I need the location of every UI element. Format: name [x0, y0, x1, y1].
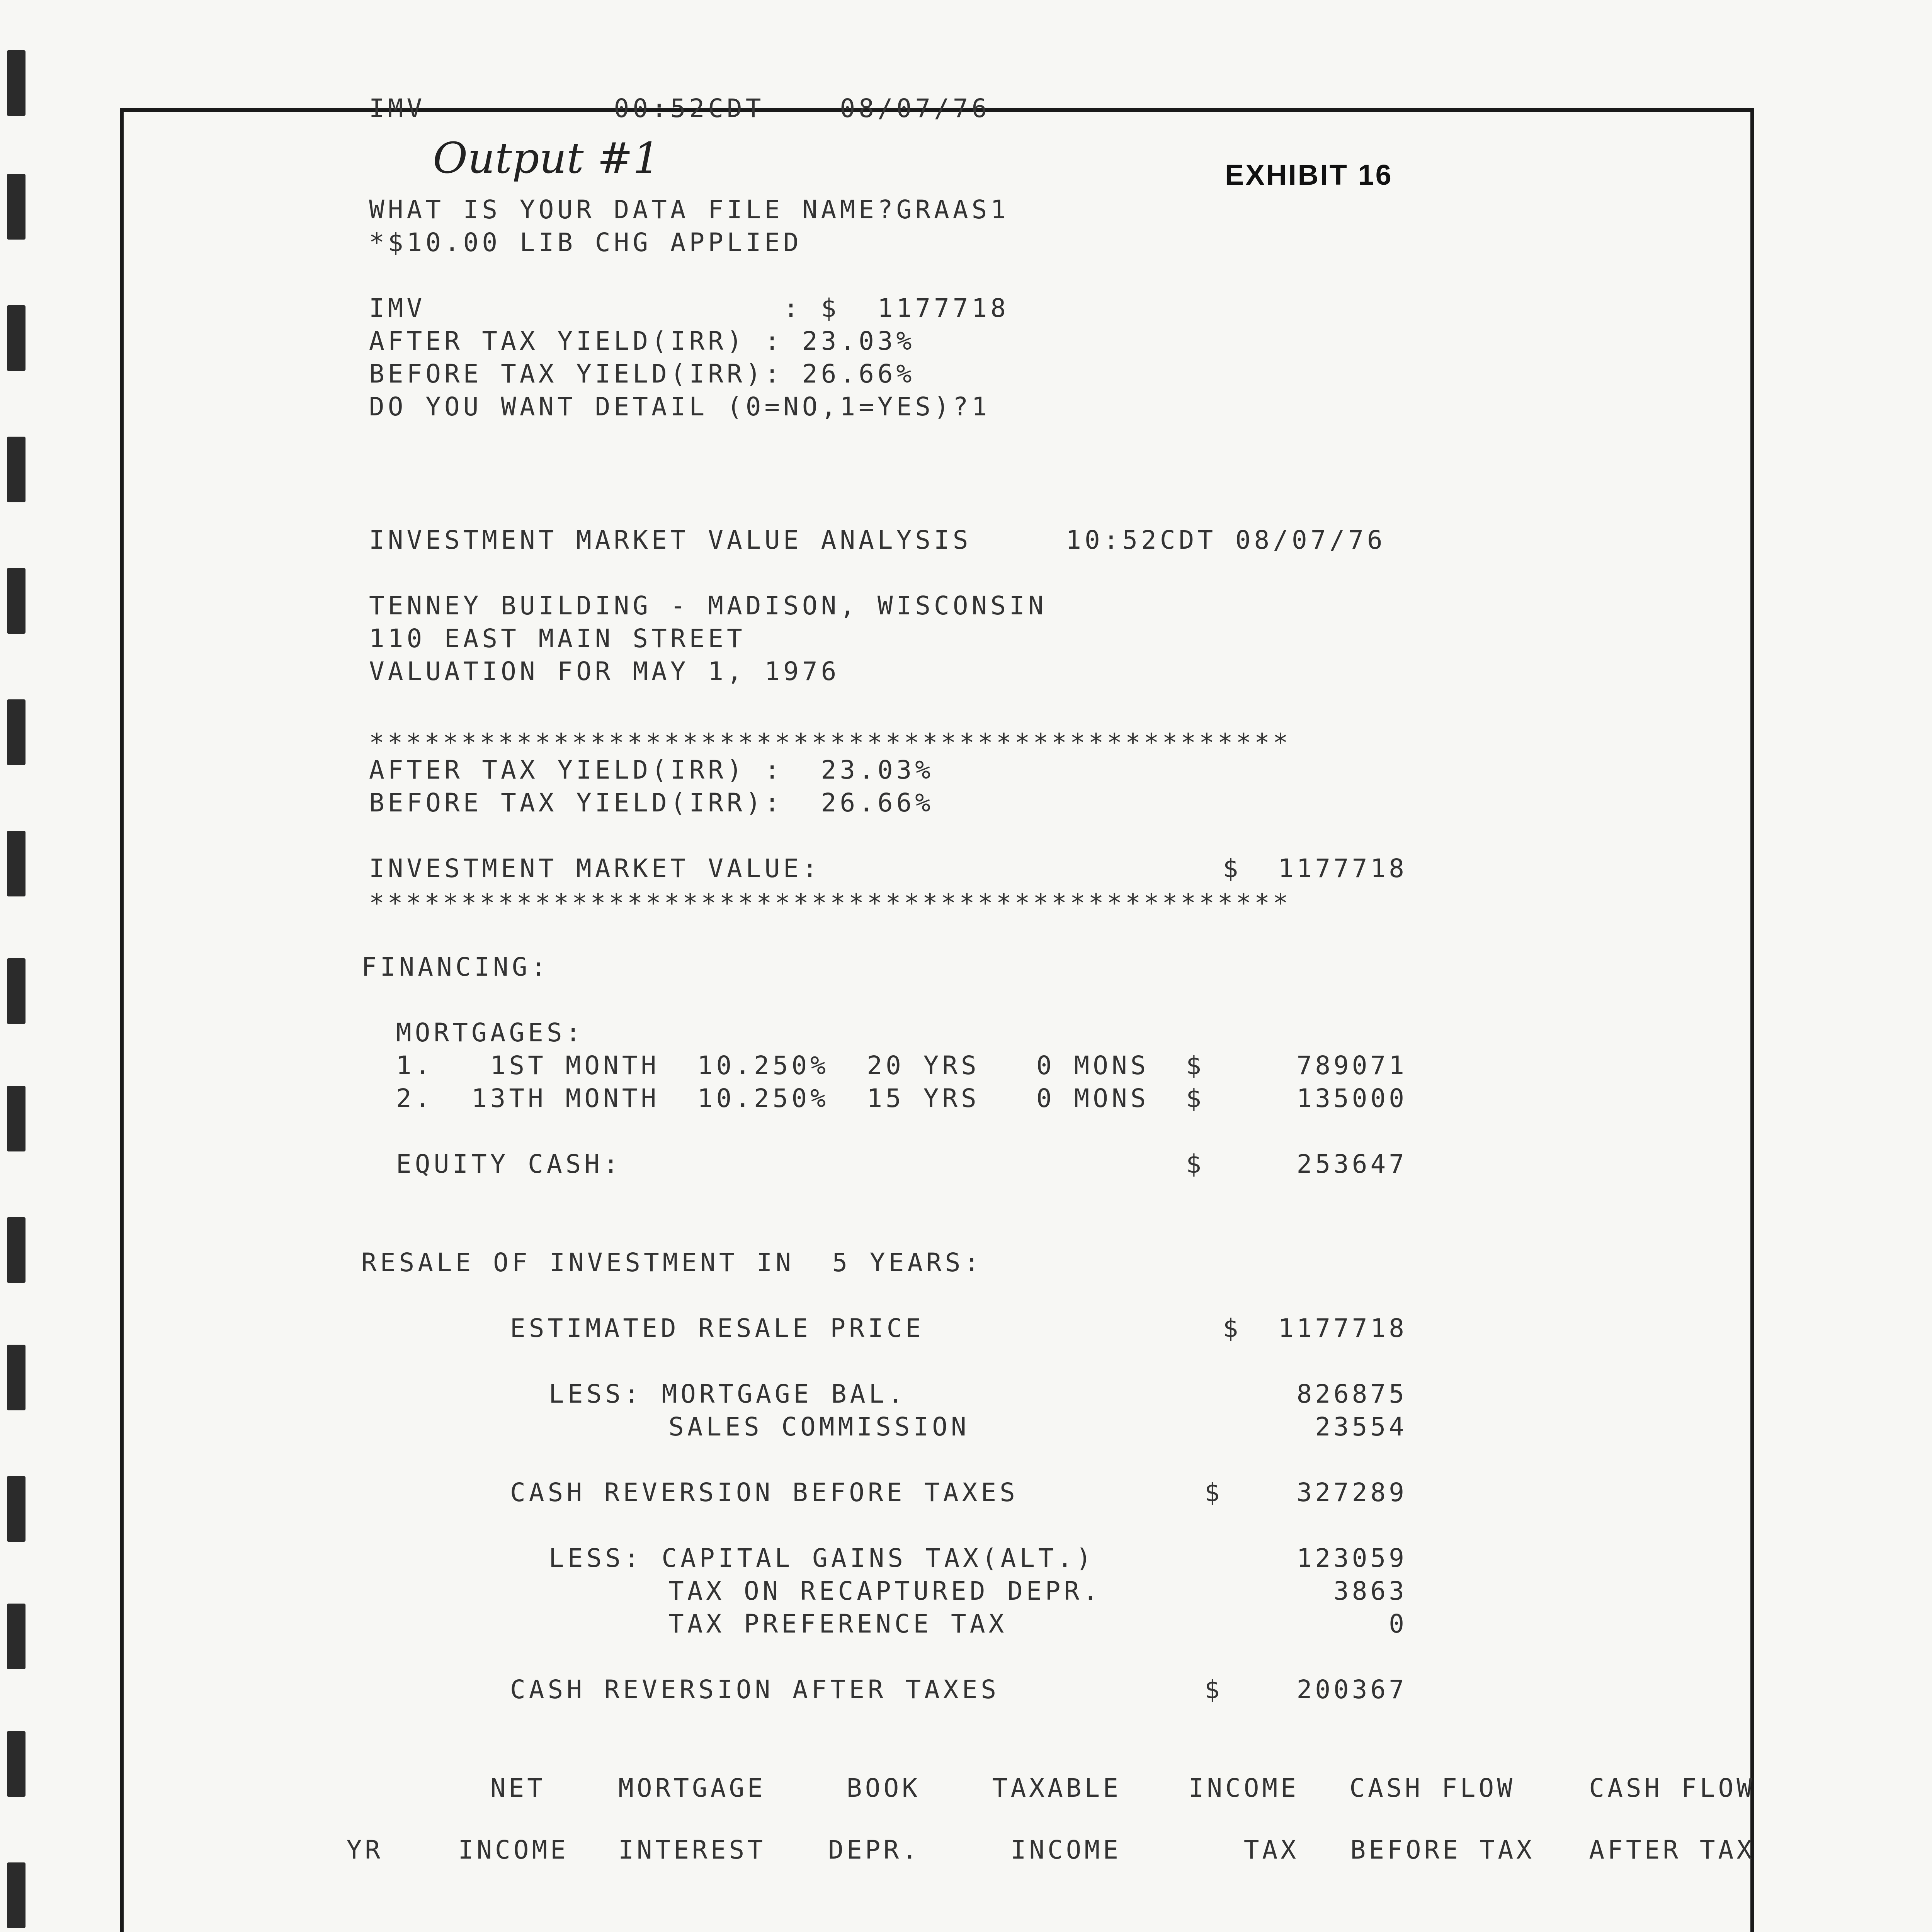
imv-label: INVESTMENT MARKET VALUE: [369, 854, 821, 883]
equity-cash-label: EQUITY CASH: [396, 1149, 622, 1179]
imv-value: $ 1177718 [1223, 854, 1407, 883]
tax-preference-label: TAX PREFERENCE TAX [668, 1609, 1008, 1639]
page-border [120, 108, 1754, 1932]
resale-heading: RESALE OF INVESTMENT IN 5 YEARS: [361, 1248, 983, 1277]
building-address: 110 EAST MAIN STREET [369, 624, 746, 653]
building-name: TENNEY BUILDING - MADISON, WISCONSIN [369, 591, 1047, 621]
resale-price-label: ESTIMATED RESALE PRICE [510, 1313, 925, 1343]
handwritten-note: Output #1 [433, 133, 660, 183]
analysis-title: INVESTMENT MARKET VALUE ANALYSIS 10:52CDT 08/07/76 [369, 525, 1386, 555]
mortgages-label: MORTGAGES: [396, 1018, 585, 1048]
before-tax-yield: BEFORE TAX YIELD(IRR): 26.66% [369, 788, 934, 818]
col-header-bottom: AFTER TAX [1589, 1835, 1755, 1865]
col-header-top: TAXABLE [992, 1773, 1121, 1803]
col-header-bottom: BEFORE TAX [1350, 1835, 1535, 1865]
mortgage-2: 2. 13TH MONTH 10.250% 15 YRS 0 MONS [396, 1083, 1150, 1113]
col-header-top: MORTGAGE [618, 1773, 766, 1803]
mortgage-1-value: $ 789071 [1186, 1051, 1407, 1080]
col-header-bottom: INCOME [458, 1835, 569, 1865]
financing-label: FINANCING: [361, 952, 550, 982]
valuation-date: VALUATION FOR MAY 1, 1976 [369, 656, 840, 686]
mortgage-1: 1. 1ST MONTH 10.250% 20 YRS 0 MONS [396, 1051, 1150, 1080]
after-tax-summary: AFTER TAX YIELD(IRR) : 23.03% [369, 326, 915, 356]
col-header-top: BOOK [847, 1773, 920, 1803]
col-header-bottom: INTEREST [618, 1835, 766, 1865]
detail-prompt: DO YOU WANT DETAIL (0=NO,1=YES)?1 [369, 392, 991, 422]
recaptured-depr-label: TAX ON RECAPTURED DEPR. [668, 1576, 1102, 1606]
equity-cash-value: $ 253647 [1186, 1149, 1407, 1179]
cash-reversion-before-label: CASH REVERSION BEFORE TAXES [510, 1478, 1019, 1507]
col-header-top: INCOME [1188, 1773, 1299, 1803]
less-mortgage-label: LESS: MORTGAGE BAL. [549, 1379, 906, 1409]
resale-price-value: $ 1177718 [1223, 1313, 1407, 1343]
before-tax-summary: BEFORE TAX YIELD(IRR): 26.66% [369, 359, 915, 389]
col-header-top: NET [490, 1773, 546, 1803]
sales-commission-value: 23554 [1315, 1412, 1407, 1442]
tractor-feed-holes [7, 0, 30, 1932]
star-divider-top: ************************************************** [369, 728, 1291, 758]
col-header-top: CASH FLOW [1589, 1773, 1755, 1803]
after-tax-yield: AFTER TAX YIELD(IRR) : 23.03% [369, 755, 934, 785]
library-charge: *$10.00 LIB CHG APPLIED [369, 228, 802, 257]
exhibit-label: EXHIBIT 16 [1225, 159, 1393, 191]
cash-reversion-after-label: CASH REVERSION AFTER TAXES [510, 1675, 1000, 1704]
sales-commission-label: SALES COMMISSION [668, 1412, 970, 1442]
file-name-prompt: WHAT IS YOUR DATA FILE NAME?GRAAS1 [369, 195, 1010, 224]
header-line: IMV 00:52CDT 08/07/76 [369, 94, 991, 123]
capital-gains-label: LESS: CAPITAL GAINS TAX(ALT.) [549, 1543, 1095, 1573]
star-divider-bottom: ************************************************** [369, 888, 1291, 918]
col-header-bottom: DEPR. [828, 1835, 920, 1865]
mortgage-2-value: $ 135000 [1186, 1083, 1407, 1113]
col-header-top: CASH FLOW [1349, 1773, 1515, 1803]
col-header-bottom: TAX [1243, 1835, 1299, 1865]
cash-reversion-after-value: $ 200367 [1204, 1675, 1407, 1704]
mortgage-balance-value: 826875 [1296, 1379, 1407, 1409]
recaptured-depr-value: 3863 [1333, 1576, 1407, 1606]
tax-preference-value: 0 [1389, 1609, 1407, 1639]
col-header-bottom: INCOME [1010, 1835, 1121, 1865]
imv-summary: IMV : $ 1177718 [369, 293, 1010, 323]
capital-gains-value: 123059 [1296, 1543, 1407, 1573]
col-header-bottom: YR [346, 1835, 383, 1865]
cash-reversion-before-value: $ 327289 [1204, 1478, 1407, 1507]
